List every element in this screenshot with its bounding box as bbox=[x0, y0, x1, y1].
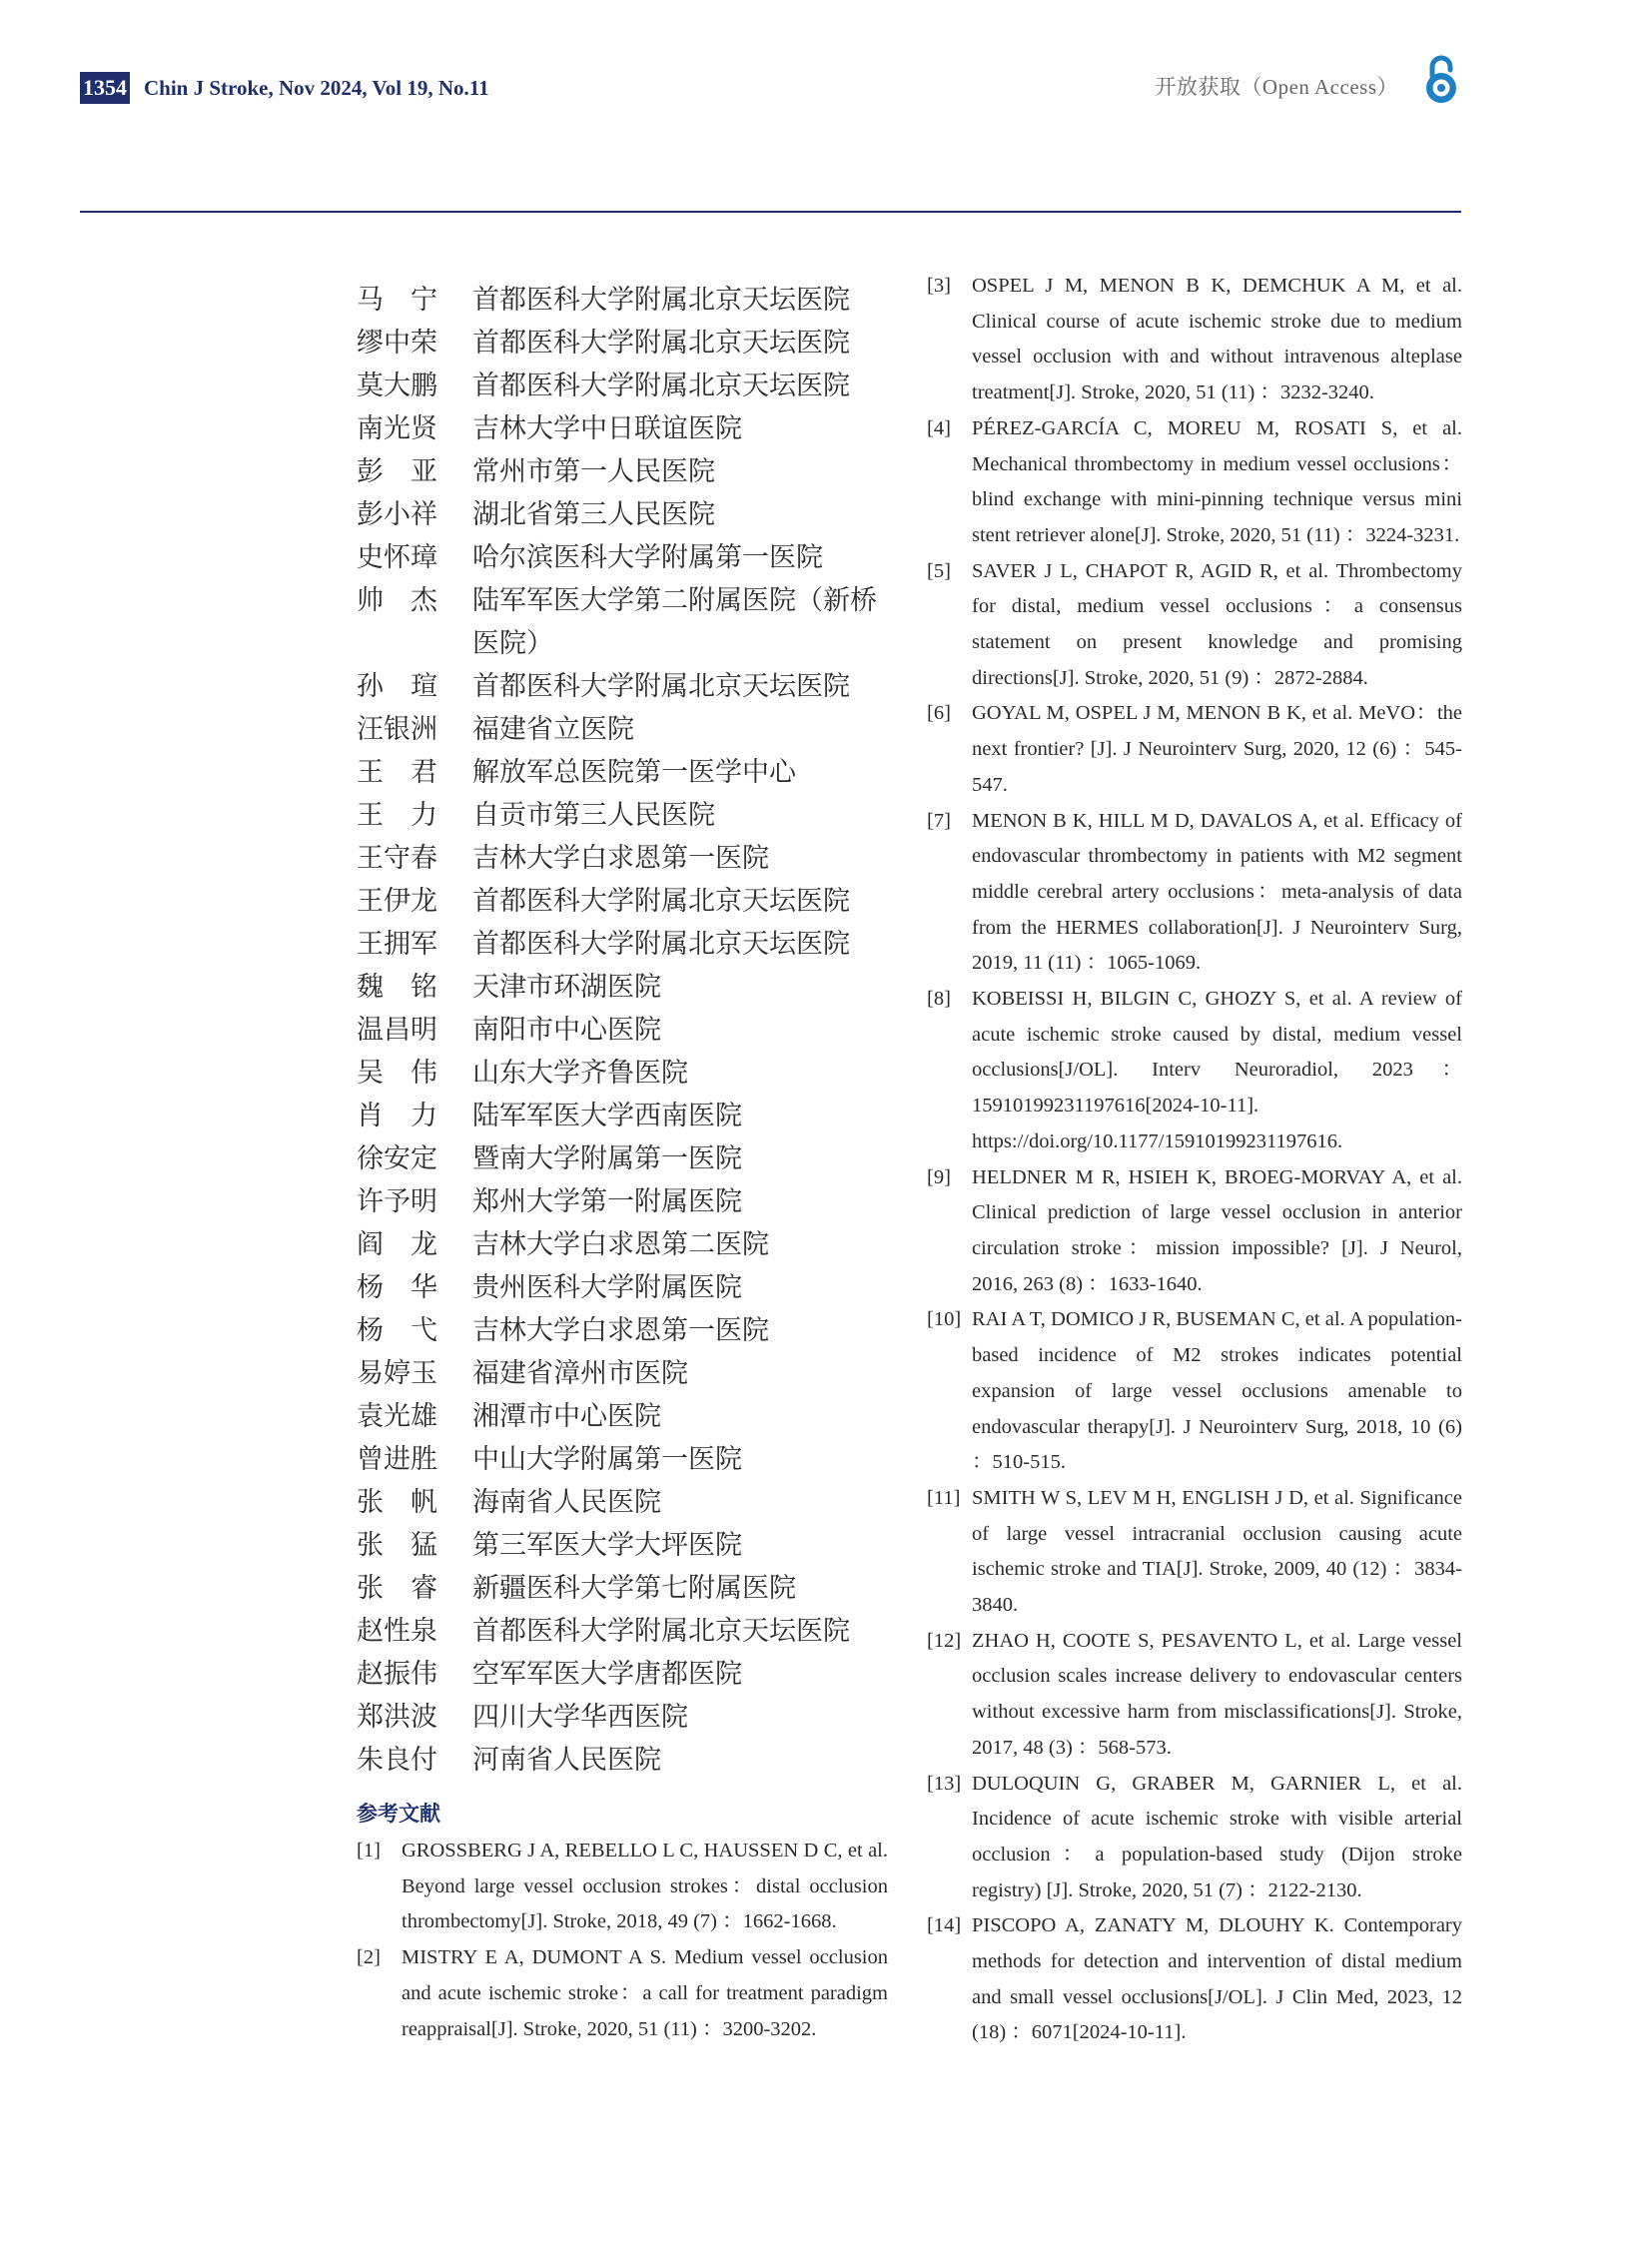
member-institution: 福建省漳州市医院 bbox=[472, 1358, 688, 1389]
member-institution: 海南省人民医院 bbox=[472, 1487, 661, 1518]
member-institution: 哈尔滨医科大学附属第一医院 bbox=[472, 542, 823, 573]
member-name: 吴 伟 bbox=[357, 1058, 437, 1089]
member-row bbox=[357, 923, 896, 966]
member-row bbox=[357, 1266, 896, 1309]
member-row bbox=[357, 1223, 896, 1266]
member-institution: 首都医科大学附属北京天坛医院 bbox=[472, 285, 850, 316]
member-row bbox=[357, 579, 896, 665]
member-name: 杨 华 bbox=[357, 1272, 437, 1303]
reference-number: [4] bbox=[927, 416, 951, 439]
member-row bbox=[357, 1696, 896, 1739]
member-name: 王拥军 bbox=[357, 929, 437, 960]
member-row bbox=[357, 1137, 896, 1180]
reference-number: [1] bbox=[357, 1840, 381, 1862]
member-row bbox=[357, 1481, 896, 1524]
member-name: 肖 力 bbox=[357, 1101, 437, 1131]
member-name: 王伊龙 bbox=[357, 886, 437, 917]
member-institution: 山东大学齐鲁医院 bbox=[472, 1058, 688, 1089]
member-row bbox=[357, 493, 896, 536]
member-name: 张 猛 bbox=[357, 1530, 437, 1561]
journal-citation: Chin J Stroke, Nov 2024, Vol 19, No.11 bbox=[144, 76, 489, 100]
reference-text: SAVER J L, CHAPOT R, AGID R, et al. Thrombectomy for distal, medium vessel occlusions：a consensus statement on present knowledge and promising directions[J]. Stroke, 2020, 51 (9) ：2872-2884. bbox=[972, 559, 1462, 689]
member-name: 王 君 bbox=[357, 757, 437, 788]
member-institution: 首都医科大学附属北京天坛医院 bbox=[472, 371, 850, 401]
member-row bbox=[357, 1610, 896, 1653]
member-name: 赵振伟 bbox=[357, 1659, 437, 1690]
member-name: 南光贤 bbox=[357, 413, 437, 444]
member-row bbox=[357, 1052, 896, 1095]
reference-item bbox=[927, 1302, 1462, 1481]
member-row bbox=[357, 1009, 896, 1052]
page-number: 1354 bbox=[80, 72, 130, 104]
reference-number: [11] bbox=[927, 1486, 961, 1509]
member-name: 孙 瑄 bbox=[357, 671, 437, 702]
member-name: 杨 弋 bbox=[357, 1315, 437, 1346]
member-row bbox=[357, 1352, 896, 1395]
member-institution: 首都医科大学附属北京天坛医院 bbox=[472, 328, 850, 359]
reference-text: RAI A T, DOMICO J R, BUSEMAN C, et al. A population-based incidence of M2 strokes indicates potential expansion of large vessel occlusions amenable to endovascular therapy[J]. J Neurointerv Surg, 2018, 10 (6) ：510-515. bbox=[972, 1308, 1462, 1474]
member-institution: 常州市第一人民医院 bbox=[472, 456, 715, 487]
member-row bbox=[357, 1653, 896, 1696]
member-institution: 贵州医科大学附属医院 bbox=[472, 1272, 742, 1303]
reference-text: ZHAO H, COOTE S, PESAVENTO L, et al. Large vessel occlusion scales increase delivery to endovascular centers without excessive harm from misclassifications[J]. Stroke, 2017, 48 (3) ：568-573. bbox=[972, 1629, 1462, 1759]
member-row bbox=[357, 966, 896, 1009]
member-row bbox=[357, 665, 896, 708]
member-institution: 首都医科大学附属北京天坛医院 bbox=[472, 886, 850, 917]
member-institution: 湖北省第三人民医院 bbox=[472, 499, 715, 530]
member-name: 王守春 bbox=[357, 843, 437, 874]
member-institution: 吉林大学白求恩第一医院 bbox=[472, 843, 769, 874]
reference-text: DULOQUIN G, GRABER M, GARNIER L, et al. Incidence of acute ischemic stroke with visible arterial occlusion：a population-based study (Dijon stroke registry) [J]. Stroke, 2020, 51 (7) ：2122-2130. bbox=[972, 1772, 1462, 1901]
member-institution: 新疆医科大学第七附属医院 bbox=[472, 1573, 796, 1604]
member-name: 郑洪波 bbox=[357, 1702, 437, 1733]
member-institution: 陆军军医大学第二附属医院（新桥医院） bbox=[472, 585, 877, 659]
member-name: 帅 杰 bbox=[357, 585, 437, 616]
reference-item bbox=[927, 411, 1462, 554]
member-institution: 四川大学华西医院 bbox=[472, 1702, 688, 1733]
open-access-label: 开放获取（Open Access） bbox=[1155, 75, 1398, 99]
member-name: 张 帆 bbox=[357, 1487, 437, 1518]
reference-number: [10] bbox=[927, 1308, 962, 1331]
member-institution: 吉林大学白求恩第二医院 bbox=[472, 1229, 769, 1260]
member-row bbox=[357, 1395, 896, 1438]
member-name: 曾进胜 bbox=[357, 1444, 437, 1475]
member-name: 张 睿 bbox=[357, 1573, 437, 1604]
reference-item bbox=[927, 804, 1462, 983]
member-name: 史怀璋 bbox=[357, 542, 437, 573]
member-row bbox=[357, 794, 896, 837]
reference-text: GOYAL M, OSPEL J M, MENON B K, et al. MeVO：the next frontier? [J]. J Neurointerv Surg, 2020, 12 (6) ：545-547. bbox=[972, 702, 1462, 796]
reference-text: HELDNER M R, HSIEH K, BROEG-MORVAY A, et al. Clinical prediction of large vessel occlusion in anterior circulation stroke：mission impossible? [J]. J Neurol, 2016, 263 (8) ：1633-1640. bbox=[972, 1165, 1462, 1295]
reference-text: MENON B K, HILL M D, DAVALOS A, et al. Efficacy of endovascular thrombectomy in patients with M2 segment middle cerebral artery occlusions：meta-analysis of data from the HERMES collaboration[J]. J Neurointerv Surg, 2019, 11 (11) ：1065-1069. bbox=[972, 809, 1462, 975]
member-institution: 第三军医大学大坪医院 bbox=[472, 1530, 742, 1561]
committee-member-list bbox=[357, 279, 896, 1782]
references-heading: 参考文献 bbox=[357, 1802, 440, 1826]
member-institution: 郑州大学第一附属医院 bbox=[472, 1186, 742, 1217]
reference-text: PISCOPO A, ZANATY M, DLOUHY K. Contemporary methods for detection and intervention of distal medium and small vessel occlusions[J/OL]. J Clin Med, 2023, 12 (18) ：6071[2024-10-11]. bbox=[972, 1914, 1462, 2044]
reference-text: MISTRY E A, DUMONT A S. Medium vessel occlusion and acute ischemic stroke：a call for treatment paradigm reappraisal[J]. Stroke, 2020, 51 (11) ：3200-3202. bbox=[402, 1946, 888, 2040]
member-name: 徐安定 bbox=[357, 1143, 437, 1174]
member-row bbox=[357, 407, 896, 450]
reference-number: [2] bbox=[357, 1946, 381, 1969]
reference-number: [9] bbox=[927, 1165, 951, 1188]
member-institution: 陆军军医大学西南医院 bbox=[472, 1101, 742, 1131]
reference-number: [7] bbox=[927, 809, 951, 832]
member-row bbox=[357, 1739, 896, 1782]
member-row bbox=[357, 365, 896, 407]
member-institution: 首都医科大学附属北京天坛医院 bbox=[472, 671, 850, 702]
member-name: 易婷玉 bbox=[357, 1358, 437, 1389]
member-row bbox=[357, 1524, 896, 1567]
reference-item bbox=[927, 269, 1462, 411]
member-institution: 空军军医大学唐都医院 bbox=[472, 1659, 742, 1690]
reference-number: [12] bbox=[927, 1629, 962, 1652]
member-name: 彭 亚 bbox=[357, 456, 437, 487]
reference-number: [3] bbox=[927, 275, 951, 297]
reference-item bbox=[927, 696, 1462, 803]
reference-text: KOBEISSI H, BILGIN C, GHOZY S, et al. A review of acute ischemic stroke caused by distal, medium vessel occlusions[J/OL]. Interv Neuroradiol, 2023：15910199231197616[2024-10-11]. https://doi.org/10.1177/15910199231197616. bbox=[972, 988, 1462, 1152]
reference-text: GROSSBERG J A, REBELLO L C, HAUSSEN D C, et al. Beyond large vessel occlusion strokes：distal occlusion thrombectomy[J]. Stroke, 2018, 49 (7) ：1662-1668. bbox=[402, 1840, 888, 1933]
reference-item bbox=[357, 1834, 888, 1940]
reference-item bbox=[357, 1940, 888, 2047]
member-row bbox=[357, 837, 896, 880]
member-name: 莫大鹏 bbox=[357, 371, 437, 401]
member-name: 马 宁 bbox=[357, 285, 437, 316]
member-name: 汪银洲 bbox=[357, 714, 437, 745]
member-institution: 南阳市中心医院 bbox=[472, 1015, 661, 1046]
reference-item bbox=[927, 554, 1462, 697]
member-row bbox=[357, 880, 896, 923]
member-institution: 湘潭市中心医院 bbox=[472, 1401, 661, 1432]
member-name: 许予明 bbox=[357, 1186, 437, 1217]
member-name: 阎 龙 bbox=[357, 1229, 437, 1260]
open-access-icon bbox=[1422, 54, 1460, 106]
member-row bbox=[357, 536, 896, 579]
reference-text: OSPEL J M, MENON B K, DEMCHUK A M, et al. Clinical course of acute ischemic stroke due to medium vessel occlusion with and without intravenous alteplase treatment[J]. Stroke, 2020, 51 (11) ：3232-3240. bbox=[972, 275, 1462, 404]
member-name: 缪中荣 bbox=[357, 328, 437, 359]
reference-item bbox=[927, 1481, 1462, 1624]
member-institution: 福建省立医院 bbox=[472, 714, 634, 745]
reference-item bbox=[927, 1624, 1462, 1767]
reference-number: [13] bbox=[927, 1772, 962, 1795]
reference-item bbox=[927, 982, 1462, 1160]
member-institution: 暨南大学附属第一医院 bbox=[472, 1143, 742, 1174]
reference-item bbox=[927, 1908, 1462, 2051]
reference-number: [14] bbox=[927, 1914, 962, 1937]
reference-number: [5] bbox=[927, 559, 951, 582]
reference-text: SMITH W S, LEV M H, ENGLISH J D, et al. Significance of large vessel intracranial occlusion causing acute ischemic stroke and TIA[J]. Stroke, 2009, 40 (12) ：3834-3840. bbox=[972, 1486, 1462, 1617]
member-name: 温昌明 bbox=[357, 1015, 437, 1046]
member-row bbox=[357, 1438, 896, 1481]
member-row bbox=[357, 751, 896, 794]
member-name: 彭小祥 bbox=[357, 499, 437, 530]
member-institution: 中山大学附属第一医院 bbox=[472, 1444, 742, 1475]
member-name: 袁光雄 bbox=[357, 1401, 437, 1432]
member-name: 朱良付 bbox=[357, 1745, 437, 1776]
member-institution: 吉林大学中日联谊医院 bbox=[472, 413, 742, 444]
reference-number: [6] bbox=[927, 702, 951, 725]
member-institution: 天津市环湖医院 bbox=[472, 972, 661, 1003]
references-left-column bbox=[357, 1834, 888, 2047]
member-institution: 首都医科大学附属北京天坛医院 bbox=[472, 1616, 850, 1647]
member-institution: 解放军总医院第一医学中心 bbox=[472, 757, 796, 788]
reference-number: [8] bbox=[927, 988, 951, 1011]
member-row bbox=[357, 1567, 896, 1610]
member-row bbox=[357, 1309, 896, 1352]
reference-item bbox=[927, 1767, 1462, 1909]
member-institution: 吉林大学白求恩第一医院 bbox=[472, 1315, 769, 1346]
member-row bbox=[357, 279, 896, 322]
member-row bbox=[357, 1095, 896, 1137]
member-row bbox=[357, 1180, 896, 1223]
references-right-column bbox=[927, 269, 1462, 2051]
member-name: 王 力 bbox=[357, 800, 437, 831]
reference-text: PÉREZ-GARCÍA C, MOREU M, ROSATI S, et al. Mechanical thrombectomy in medium vessel occlusions：blind exchange with mini-pinning technique versus mini stent retriever alone[J]. Stroke, 2020, 51 (11) ：3224-3231. bbox=[972, 416, 1462, 546]
member-row bbox=[357, 322, 896, 365]
member-name: 魏 铭 bbox=[357, 972, 437, 1003]
member-institution: 首都医科大学附属北京天坛医院 bbox=[472, 929, 850, 960]
member-row bbox=[357, 450, 896, 493]
member-institution: 河南省人民医院 bbox=[472, 1745, 661, 1776]
reference-item bbox=[927, 1160, 1462, 1303]
member-name: 赵性泉 bbox=[357, 1616, 437, 1647]
member-institution: 自贡市第三人民医院 bbox=[472, 800, 715, 831]
header-rule bbox=[80, 211, 1461, 213]
member-row bbox=[357, 708, 896, 751]
